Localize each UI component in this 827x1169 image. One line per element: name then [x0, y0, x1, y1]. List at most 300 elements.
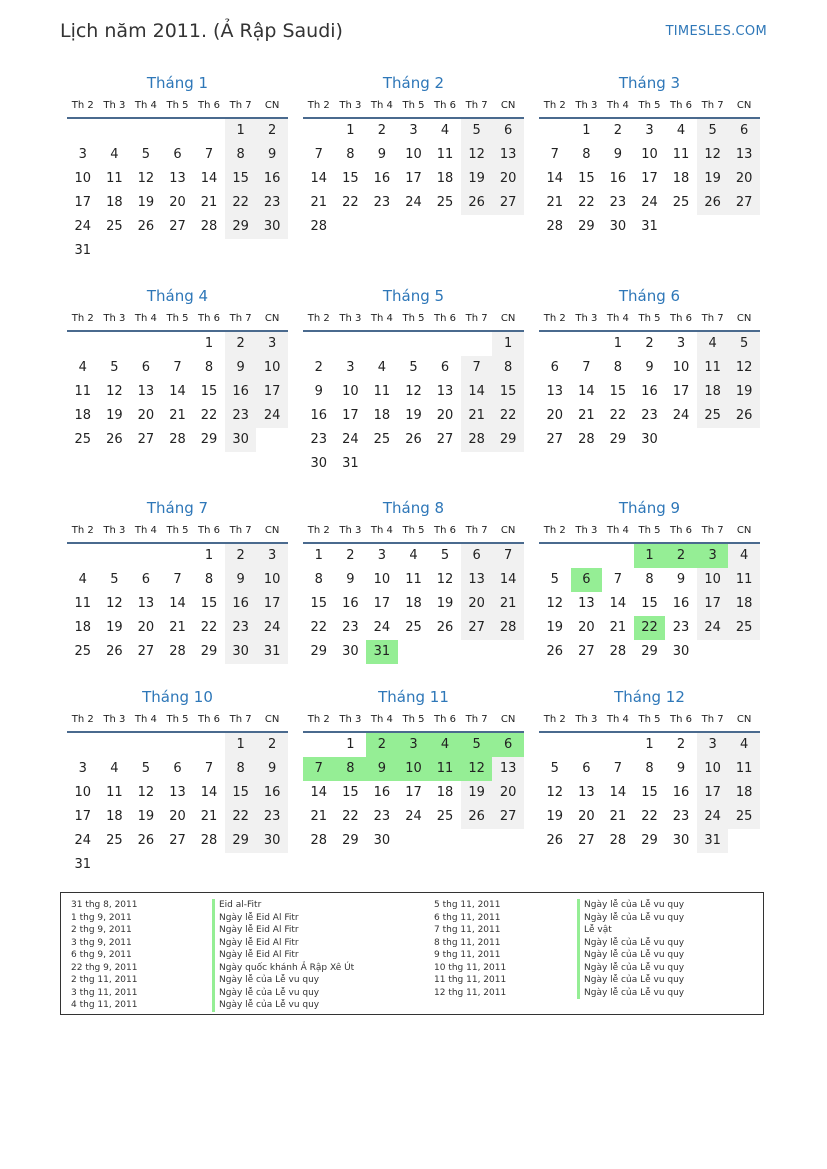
day-cell[interactable]: 5	[110, 360, 119, 375]
day-cell[interactable]: 25	[728, 805, 760, 829]
day-cell[interactable]: 1	[492, 332, 524, 356]
day-cell[interactable]: 6	[141, 360, 151, 375]
day-cell[interactable]: 1	[645, 737, 654, 752]
day-cell[interactable]: 13	[492, 143, 524, 167]
day-cell[interactable]: 27	[492, 805, 524, 829]
day-cell[interactable]: 2	[665, 544, 697, 568]
day-cell[interactable]: 21	[609, 809, 627, 824]
day-cell[interactable]: 19	[405, 408, 422, 423]
day-cell[interactable]: 10	[74, 785, 92, 800]
day-cell[interactable]: 17	[256, 380, 288, 404]
day-cell[interactable]: 9	[676, 572, 686, 587]
day-cell[interactable]: 19	[106, 620, 123, 635]
day-cell[interactable]: 2	[346, 548, 355, 563]
day-cell[interactable]: 2	[256, 119, 288, 143]
day-cell[interactable]: 29	[342, 833, 359, 848]
day-cell[interactable]: 30	[609, 219, 627, 234]
day-cell[interactable]: 4	[429, 733, 461, 757]
day-cell[interactable]: 14	[310, 171, 328, 186]
day-cell[interactable]: 23	[225, 404, 257, 428]
day-cell[interactable]: 27	[169, 219, 186, 234]
day-cell[interactable]: 8	[204, 360, 214, 375]
day-cell[interactable]: 8	[225, 143, 257, 167]
day-cell[interactable]: 24	[74, 219, 92, 234]
day-cell[interactable]: 26	[106, 432, 123, 447]
day-cell[interactable]: 18	[436, 171, 454, 186]
day-cell[interactable]: 3	[346, 360, 355, 375]
day-cell[interactable]: 25	[106, 219, 123, 234]
day-cell[interactable]: 10	[697, 757, 729, 781]
day-cell[interactable]: 8	[613, 360, 623, 375]
day-cell[interactable]: 28	[461, 428, 493, 452]
day-cell[interactable]: 26	[137, 833, 155, 848]
day-cell[interactable]: 19	[546, 620, 564, 635]
day-cell[interactable]: 4	[728, 733, 760, 757]
day-cell[interactable]: 29	[492, 428, 524, 452]
day-cell[interactable]: 4	[440, 123, 450, 138]
day-cell[interactable]: 11	[106, 785, 123, 800]
day-cell[interactable]: 15	[641, 596, 658, 611]
day-cell[interactable]: 17	[641, 171, 658, 186]
day-cell[interactable]: 11	[429, 757, 461, 781]
day-cell[interactable]: 12	[106, 384, 123, 399]
day-cell[interactable]: 21	[461, 404, 493, 428]
day-cell[interactable]: 7	[550, 147, 559, 162]
day-cell[interactable]: 18	[728, 781, 760, 805]
day-cell[interactable]: 7	[303, 757, 335, 781]
day-cell[interactable]: 7	[613, 572, 623, 587]
day-cell[interactable]: 3	[256, 544, 288, 568]
day-cell[interactable]: 1	[225, 119, 257, 143]
day-cell[interactable]: 5	[550, 761, 559, 776]
day-cell[interactable]: 8	[225, 757, 257, 781]
day-cell[interactable]: 9	[225, 568, 257, 592]
day-cell[interactable]: 27	[137, 644, 155, 659]
day-cell[interactable]: 23	[342, 620, 359, 635]
day-cell[interactable]: 19	[697, 167, 729, 191]
day-cell[interactable]: 13	[169, 785, 186, 800]
day-cell[interactable]: 15	[225, 781, 257, 805]
day-cell[interactable]: 2	[645, 336, 654, 351]
day-cell[interactable]: 22	[634, 616, 666, 640]
day-cell[interactable]: 14	[310, 785, 328, 800]
day-cell[interactable]: 7	[314, 147, 323, 162]
day-cell[interactable]: 3	[256, 332, 288, 356]
day-cell[interactable]: 7	[204, 761, 214, 776]
day-cell[interactable]: 25	[106, 833, 123, 848]
day-cell[interactable]: 6	[173, 147, 182, 162]
day-cell[interactable]: 11	[697, 356, 729, 380]
day-cell[interactable]: 20	[578, 809, 595, 824]
day-cell[interactable]: 17	[405, 785, 422, 800]
day-cell[interactable]: 1	[204, 336, 214, 351]
day-cell[interactable]: 8	[645, 761, 654, 776]
day-cell[interactable]: 2	[366, 733, 398, 757]
day-cell[interactable]: 15	[200, 384, 218, 399]
day-cell[interactable]: 18	[697, 380, 729, 404]
day-cell[interactable]: 11	[373, 384, 391, 399]
day-cell[interactable]: 15	[641, 785, 658, 800]
day-cell[interactable]: 27	[578, 833, 595, 848]
day-cell[interactable]: 21	[609, 620, 627, 635]
day-cell[interactable]: 29	[578, 219, 595, 234]
day-cell[interactable]: 13	[436, 384, 454, 399]
day-cell[interactable]: 18	[106, 195, 123, 210]
day-cell[interactable]: 30	[672, 833, 690, 848]
day-cell[interactable]: 17	[672, 384, 690, 399]
day-cell[interactable]: 15	[225, 167, 257, 191]
day-cell[interactable]: 13	[578, 596, 595, 611]
day-cell[interactable]: 12	[697, 143, 729, 167]
day-cell[interactable]: 26	[461, 191, 493, 215]
day-cell[interactable]: 12	[728, 356, 760, 380]
day-cell[interactable]: 20	[461, 592, 493, 616]
day-cell[interactable]: 9	[645, 360, 654, 375]
day-cell[interactable]: 2	[314, 360, 323, 375]
day-cell[interactable]: 22	[342, 809, 359, 824]
day-cell[interactable]: 24	[672, 408, 690, 423]
day-cell[interactable]: 4	[78, 572, 87, 587]
day-cell[interactable]: 21	[200, 809, 218, 824]
day-cell[interactable]: 19	[137, 809, 155, 824]
day-cell[interactable]: 11	[106, 171, 123, 186]
day-cell[interactable]: 13	[137, 384, 155, 399]
day-cell[interactable]: 4	[697, 332, 729, 356]
day-cell[interactable]: 4	[377, 360, 387, 375]
day-cell[interactable]: 25	[405, 620, 422, 635]
day-cell[interactable]: 6	[440, 360, 450, 375]
day-cell[interactable]: 29	[609, 432, 627, 447]
day-cell[interactable]: 23	[310, 432, 328, 447]
day-cell[interactable]: 5	[697, 119, 729, 143]
day-cell[interactable]: 22	[492, 404, 524, 428]
day-cell[interactable]: 6	[141, 572, 151, 587]
day-cell[interactable]: 15	[342, 171, 359, 186]
day-cell[interactable]: 1	[314, 548, 323, 563]
day-cell[interactable]: 6	[492, 119, 524, 143]
day-cell[interactable]: 10	[74, 171, 92, 186]
day-cell[interactable]: 22	[578, 195, 595, 210]
day-cell[interactable]: 9	[314, 384, 323, 399]
day-cell[interactable]: 29	[225, 829, 257, 853]
day-cell[interactable]: 24	[256, 616, 288, 640]
day-cell[interactable]: 14	[169, 596, 186, 611]
day-cell[interactable]: 20	[578, 620, 595, 635]
day-cell[interactable]: 18	[373, 408, 391, 423]
day-cell[interactable]: 28	[310, 219, 328, 234]
day-cell[interactable]: 22	[310, 620, 328, 635]
day-cell[interactable]: 9	[377, 147, 387, 162]
day-cell[interactable]: 28	[169, 432, 186, 447]
day-cell[interactable]: 14	[578, 384, 595, 399]
day-cell[interactable]: 4	[110, 147, 119, 162]
day-cell[interactable]: 29	[641, 833, 658, 848]
day-cell[interactable]: 18	[672, 171, 690, 186]
day-cell[interactable]: 5	[141, 147, 151, 162]
day-cell[interactable]: 1	[346, 123, 355, 138]
day-cell[interactable]: 9	[256, 757, 288, 781]
day-cell[interactable]: 3	[377, 548, 387, 563]
day-cell[interactable]: 31	[641, 219, 658, 234]
day-cell[interactable]: 16	[225, 380, 257, 404]
day-cell[interactable]: 30	[256, 215, 288, 239]
day-cell[interactable]: 13	[492, 757, 524, 781]
day-cell[interactable]: 9	[346, 572, 355, 587]
day-cell[interactable]: 30	[342, 644, 359, 659]
day-cell[interactable]: 20	[137, 620, 155, 635]
day-cell[interactable]: 12	[137, 785, 155, 800]
day-cell[interactable]: 26	[546, 644, 564, 659]
day-cell[interactable]: 6	[173, 761, 182, 776]
day-cell[interactable]: 8	[582, 147, 591, 162]
day-cell[interactable]: 15	[609, 384, 627, 399]
day-cell[interactable]: 25	[436, 195, 454, 210]
day-cell[interactable]: 1	[346, 737, 355, 752]
day-cell[interactable]: 18	[436, 785, 454, 800]
day-cell[interactable]: 23	[672, 809, 690, 824]
day-cell[interactable]: 8	[314, 572, 323, 587]
day-cell[interactable]: 8	[346, 147, 355, 162]
day-cell[interactable]: 13	[461, 568, 493, 592]
day-cell[interactable]: 8	[204, 572, 214, 587]
day-cell[interactable]: 7	[461, 356, 493, 380]
day-cell[interactable]: 5	[728, 332, 760, 356]
day-cell[interactable]: 15	[200, 596, 218, 611]
day-cell[interactable]: 27	[492, 191, 524, 215]
day-cell[interactable]: 14	[609, 785, 627, 800]
day-cell[interactable]: 22	[200, 408, 218, 423]
day-cell[interactable]: 9	[366, 757, 398, 781]
day-cell[interactable]: 19	[546, 809, 564, 824]
day-cell[interactable]: 11	[74, 596, 92, 611]
day-cell[interactable]: 15	[578, 171, 595, 186]
day-cell[interactable]: 27	[728, 191, 760, 215]
day-cell[interactable]: 28	[169, 644, 186, 659]
day-cell[interactable]: 30	[373, 833, 391, 848]
day-cell[interactable]: 27	[436, 432, 454, 447]
day-cell[interactable]: 16	[641, 384, 658, 399]
day-cell[interactable]: 21	[169, 620, 186, 635]
day-cell[interactable]: 17	[405, 171, 422, 186]
day-cell[interactable]: 15	[310, 596, 328, 611]
day-cell[interactable]: 6	[728, 119, 760, 143]
day-cell[interactable]: 12	[405, 384, 422, 399]
day-cell[interactable]: 23	[641, 408, 658, 423]
day-cell[interactable]: 18	[74, 620, 92, 635]
day-cell[interactable]: 27	[461, 616, 493, 640]
day-cell[interactable]: 16	[310, 408, 328, 423]
day-cell[interactable]: 25	[74, 644, 92, 659]
day-cell[interactable]: 26	[728, 404, 760, 428]
day-cell[interactable]: 4	[728, 544, 760, 568]
day-cell[interactable]: 8	[335, 757, 367, 781]
day-cell[interactable]: 19	[461, 167, 493, 191]
day-cell[interactable]: 3	[645, 123, 654, 138]
day-cell[interactable]: 9	[613, 147, 623, 162]
day-cell[interactable]: 16	[256, 167, 288, 191]
day-cell[interactable]: 25	[436, 809, 454, 824]
day-cell[interactable]: 16	[373, 171, 391, 186]
day-cell[interactable]: 4	[78, 360, 87, 375]
day-cell[interactable]: 22	[609, 408, 627, 423]
day-cell[interactable]: 10	[256, 356, 288, 380]
day-cell[interactable]: 28	[578, 432, 595, 447]
day-cell[interactable]: 5	[110, 572, 119, 587]
day-cell[interactable]: 14	[546, 171, 564, 186]
day-cell[interactable]: 12	[461, 757, 493, 781]
day-cell[interactable]: 3	[409, 123, 418, 138]
day-cell[interactable]: 18	[405, 596, 422, 611]
day-cell[interactable]: 11	[74, 384, 92, 399]
day-cell[interactable]: 7	[492, 544, 524, 568]
day-cell[interactable]: 20	[169, 809, 186, 824]
day-cell[interactable]: 12	[436, 572, 454, 587]
day-cell[interactable]: 31	[697, 829, 729, 853]
day-cell[interactable]: 8	[492, 356, 524, 380]
day-cell[interactable]: 4	[676, 123, 686, 138]
day-cell[interactable]: 11	[672, 147, 690, 162]
day-cell[interactable]: 5	[141, 761, 151, 776]
day-cell[interactable]: 14	[492, 568, 524, 592]
day-cell[interactable]: 5	[461, 733, 493, 757]
day-cell[interactable]: 2	[225, 332, 257, 356]
day-cell[interactable]: 23	[609, 195, 627, 210]
day-cell[interactable]: 25	[672, 195, 690, 210]
day-cell[interactable]: 30	[256, 829, 288, 853]
day-cell[interactable]: 14	[200, 171, 218, 186]
day-cell[interactable]: 29	[200, 432, 218, 447]
day-cell[interactable]: 22	[225, 191, 257, 215]
day-cell[interactable]: 28	[200, 833, 218, 848]
day-cell[interactable]: 6	[492, 733, 524, 757]
day-cell[interactable]: 25	[373, 432, 391, 447]
day-cell[interactable]: 13	[546, 384, 564, 399]
day-cell[interactable]: 24	[405, 195, 422, 210]
day-cell[interactable]: 9	[676, 761, 686, 776]
day-cell[interactable]: 13	[728, 143, 760, 167]
day-cell[interactable]: 17	[256, 592, 288, 616]
day-cell[interactable]: 28	[200, 219, 218, 234]
day-cell[interactable]: 31	[74, 243, 92, 258]
day-cell[interactable]: 15	[342, 785, 359, 800]
day-cell[interactable]: 7	[173, 360, 182, 375]
day-cell[interactable]: 22	[200, 620, 218, 635]
day-cell[interactable]: 16	[672, 596, 690, 611]
day-cell[interactable]: 26	[137, 219, 155, 234]
day-cell[interactable]: 24	[697, 616, 729, 640]
day-cell[interactable]: 20	[492, 781, 524, 805]
day-cell[interactable]: 21	[169, 408, 186, 423]
day-cell[interactable]: 10	[697, 568, 729, 592]
day-cell[interactable]: 22	[342, 195, 359, 210]
day-cell[interactable]: 9	[225, 356, 257, 380]
day-cell[interactable]: 16	[256, 781, 288, 805]
day-cell[interactable]: 24	[405, 809, 422, 824]
day-cell[interactable]: 4	[110, 761, 119, 776]
day-cell[interactable]: 16	[225, 592, 257, 616]
day-cell[interactable]: 14	[609, 596, 627, 611]
day-cell[interactable]: 12	[546, 785, 564, 800]
day-cell[interactable]: 5	[440, 548, 450, 563]
day-cell[interactable]: 26	[546, 833, 564, 848]
day-cell[interactable]: 5	[461, 119, 493, 143]
day-cell[interactable]: 24	[342, 432, 359, 447]
day-cell[interactable]: 24	[256, 404, 288, 428]
day-cell[interactable]: 17	[697, 781, 729, 805]
day-cell[interactable]: 1	[613, 336, 623, 351]
day-cell[interactable]: 8	[645, 572, 654, 587]
day-cell[interactable]: 19	[106, 408, 123, 423]
day-cell[interactable]: 20	[137, 408, 155, 423]
day-cell[interactable]: 23	[373, 809, 391, 824]
day-cell[interactable]: 25	[697, 404, 729, 428]
day-cell[interactable]: 4	[409, 548, 418, 563]
brand-link[interactable]: TIMESLES.COM	[665, 24, 767, 39]
day-cell[interactable]: 13	[578, 785, 595, 800]
day-cell[interactable]: 26	[106, 644, 123, 659]
day-cell[interactable]: 18	[74, 408, 92, 423]
day-cell[interactable]: 30	[672, 644, 690, 659]
day-cell[interactable]: 16	[672, 785, 690, 800]
day-cell[interactable]: 12	[546, 596, 564, 611]
day-cell[interactable]: 31	[342, 456, 359, 471]
day-cell[interactable]: 30	[225, 640, 257, 664]
day-cell[interactable]: 14	[200, 785, 218, 800]
day-cell[interactable]: 19	[728, 380, 760, 404]
day-cell[interactable]: 2	[225, 544, 257, 568]
day-cell[interactable]: 25	[74, 432, 92, 447]
day-cell[interactable]: 5	[550, 572, 559, 587]
day-cell[interactable]: 25	[728, 616, 760, 640]
day-cell[interactable]: 3	[697, 544, 729, 568]
day-cell[interactable]: 16	[609, 171, 627, 186]
day-cell[interactable]: 11	[728, 757, 760, 781]
day-cell[interactable]: 5	[409, 360, 418, 375]
day-cell[interactable]: 30	[225, 428, 257, 452]
day-cell[interactable]: 20	[492, 167, 524, 191]
day-cell[interactable]: 1	[225, 733, 257, 757]
day-cell[interactable]: 27	[169, 833, 186, 848]
day-cell[interactable]: 24	[641, 195, 658, 210]
day-cell[interactable]: 12	[106, 596, 123, 611]
day-cell[interactable]: 18	[728, 592, 760, 616]
day-cell[interactable]: 11	[405, 572, 422, 587]
day-cell[interactable]: 20	[546, 408, 564, 423]
day-cell[interactable]: 2	[256, 733, 288, 757]
day-cell[interactable]: 3	[78, 761, 87, 776]
day-cell[interactable]: 14	[169, 384, 186, 399]
day-cell[interactable]: 1	[204, 548, 214, 563]
day-cell[interactable]: 21	[200, 195, 218, 210]
day-cell[interactable]: 2	[377, 123, 387, 138]
day-cell[interactable]: 27	[546, 432, 564, 447]
day-cell[interactable]: 31	[74, 857, 92, 872]
day-cell[interactable]: 24	[373, 620, 391, 635]
day-cell[interactable]: 17	[74, 195, 92, 210]
day-cell[interactable]: 26	[436, 620, 454, 635]
day-cell[interactable]: 17	[697, 592, 729, 616]
day-cell[interactable]: 22	[641, 809, 658, 824]
day-cell[interactable]: 2	[613, 123, 623, 138]
day-cell[interactable]: 10	[373, 572, 391, 587]
day-cell[interactable]: 24	[697, 805, 729, 829]
day-cell[interactable]: 10	[672, 360, 690, 375]
day-cell[interactable]: 21	[546, 195, 564, 210]
day-cell[interactable]: 22	[225, 805, 257, 829]
day-cell[interactable]: 7	[173, 572, 182, 587]
day-cell[interactable]: 17	[373, 596, 391, 611]
day-cell[interactable]: 30	[641, 432, 658, 447]
